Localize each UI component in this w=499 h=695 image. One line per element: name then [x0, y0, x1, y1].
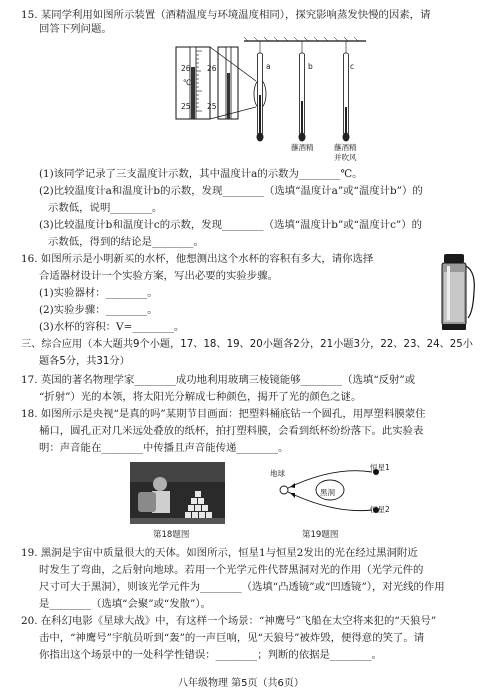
q16-line-2: 合适器材设计一个实验方案，写出必要的实验步骤。 [39, 270, 278, 282]
q20-line-1: 20. 在科幻电影《星球大战》中，有这样一个场景：“神鹰号”飞船在太空将来犯的“天狼号” [21, 615, 437, 627]
q19-line-2: 时发生了弯曲，之后射向地球。若用一个光学元件代替黑洞对光的作用（光学元件的 [39, 564, 424, 576]
q18-line-1: 18. 如图所示是央视“是真的吗”某期节目画面：把塑料桶底钻一个圆孔，用厚塑料膜蒙住 [21, 408, 426, 420]
thermometer-c-caption-1: 蘸酒精 [334, 143, 357, 152]
q19-line-4: 是________（选填“会聚”或“发散”）。 [39, 598, 211, 610]
scale-right-label-26: 26 [207, 64, 217, 73]
fig18-caption: 第18题图 [153, 530, 190, 540]
scale-right-label-25: 25 [207, 102, 217, 111]
q15-sub-3: (3)比较温度计b和温度计c的示数，发现________（选填“温度计b”或“温度计c”）的 [39, 219, 423, 231]
thermometer-a-label: a [266, 62, 271, 71]
q16-line-4: (2)实验步骤：________。 [39, 304, 158, 316]
thermometer-c-caption-2: 并吹风 [334, 153, 357, 162]
q17-line-1: 17. 英国的著名物理学家________成功地利用玻璃三棱镜能够________（选填“反射”或 [21, 374, 416, 386]
fig19-caption: 第19题图 [302, 530, 339, 540]
blackhole-label: 黑洞 [320, 488, 335, 497]
q17-line-2: “折射”）光的本领，将太阳光分解成七种颜色，揭开了光的颜色之谜。 [39, 391, 362, 403]
q20-line-2: 击中，“神鹰号”宇航员听到“轰”的一声巨响，见“天狼号”被炸毁，便得意的笑了。请 [39, 632, 425, 644]
star2-label: 恒星2 [370, 505, 390, 514]
thermometer-c-label: c [350, 62, 355, 71]
q16-line-5: (3)水杯的容积：V=________。 [39, 321, 185, 333]
page-footer: 八年级物理 第5页（共6页） [178, 678, 304, 689]
water-cup-figure [438, 252, 478, 332]
q19-line-3: 尺寸可大于黑洞），则该光学元件为________（选填“凸透镜”或“凹透镜”），对光线的作用 [39, 581, 445, 593]
q18-line-3: 明：声音能在________中传播且声音能传递________。 [39, 442, 289, 454]
q16-line-3: (1)实验器材：________。 [39, 287, 158, 299]
q18-tv-photo [130, 462, 225, 524]
q18-line-2: 桶口，圆孔正对几米远处叠放的纸杯，拍打塑料膜，会看到纸杯纷纷落下。此实验表 [39, 425, 424, 437]
section3-heading-1: 三、综合应用（本大题共9个小题，17、18、19、20小题各2分，21小题3分，22、23、24、25小 [21, 339, 473, 350]
scale-label-26: 26 [181, 64, 191, 73]
q15-sub-2b: 示数低，说明________。 [48, 202, 163, 214]
earth-label: 地球 [270, 469, 285, 478]
scale-unit-label: ℃ [183, 78, 192, 87]
q20-line-3: 你指出这个场景中的一处科学性错误：________；判断的依据是________。 [39, 649, 382, 661]
thermometer-b-label: b [308, 62, 313, 71]
q15-sub-2: (2)比较温度计a和温度计b的示数，发现________（选填“温度计a”或“温度计b”）的 [39, 185, 423, 197]
scale-label-25: 25 [181, 102, 191, 111]
section3-heading-2: 题各5分，共31分） [39, 356, 130, 367]
q16-line-1: 16. 如图所示是小明新买的水杯，他想测出这个水杯的容积有多大，请你选择 [21, 253, 374, 265]
q15-sub-3b: 示数低，得到的结论是________。 [48, 236, 204, 248]
q19-line-1: 19. 黑洞是宇宙中质量很大的天体。如图所示，恒星1与恒星2发出的光在经过黑洞附近 [21, 547, 418, 559]
q15-line-1: 15. 某同学利用如图所示装置（酒精温度与环境温度相同），探究影响蒸发快慢的因素，请 [21, 9, 431, 21]
q15-line-2: 回答下列问题。 [39, 23, 112, 35]
star1-label: 恒星1 [370, 463, 390, 472]
thermometer-b-caption: 蘸酒精 [291, 143, 314, 152]
q15-sub-1: (1)该同学记录了三支温度计示数，其中温度计a的示数为________℃。 [39, 168, 363, 180]
